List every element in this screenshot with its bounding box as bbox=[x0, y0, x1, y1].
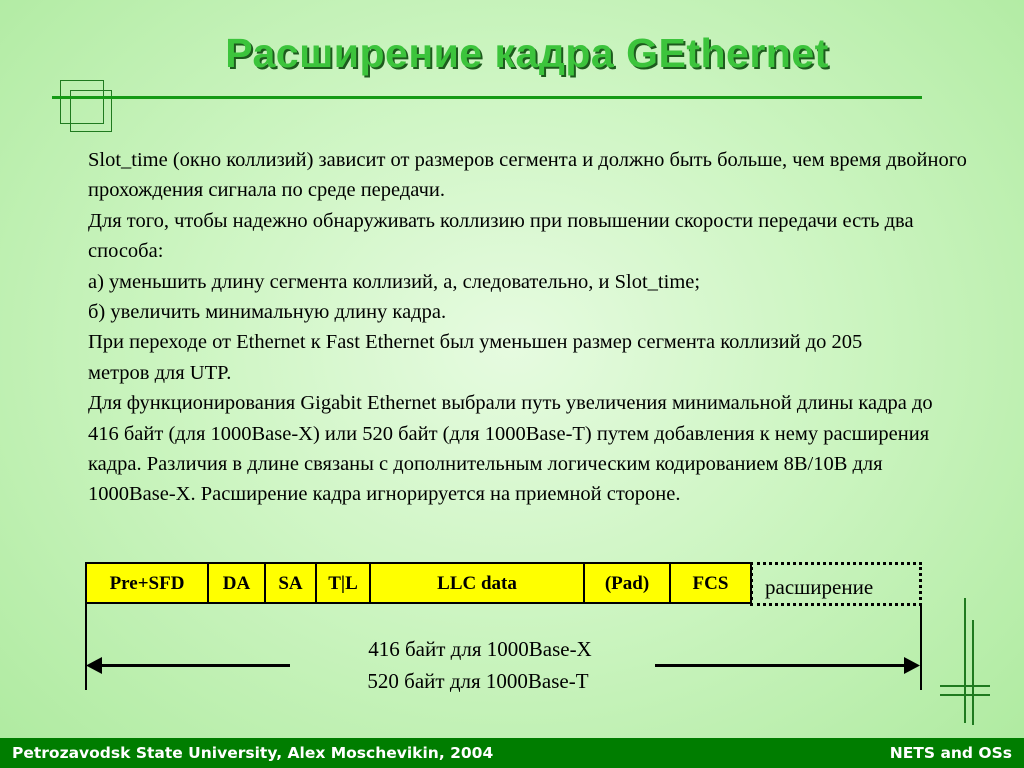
frame-fields-table bbox=[85, 562, 752, 604]
field-pre-sfd: Pre+SFD bbox=[87, 564, 209, 602]
length-arrow-left bbox=[95, 664, 290, 667]
field-type-length: T|L bbox=[317, 564, 371, 602]
arrowhead-right-icon bbox=[904, 657, 920, 674]
field-sa: SA bbox=[266, 564, 317, 602]
footer-author: Petrozavodsk State University, Alex Moschevikin, 2004 bbox=[12, 744, 494, 762]
decorative-line bbox=[940, 694, 990, 696]
paragraph: Для того, чтобы надежно обнаруживать коллизию при повышении скорости передачи есть два способа: bbox=[88, 209, 914, 263]
extension-field: расширение bbox=[750, 562, 922, 606]
field-pad: (Pad) bbox=[585, 564, 671, 602]
paragraph: При переходе от Ethernet к Fast Ethernet был уменьшен размер сегмента коллизий до 205 метров для UTP. bbox=[88, 331, 863, 384]
length-caption-x: 416 байт для 1000Base-X bbox=[368, 637, 592, 661]
decorative-line bbox=[964, 598, 966, 723]
field-da: DA bbox=[209, 564, 266, 602]
title-underline bbox=[52, 96, 922, 99]
field-fcs: FCS bbox=[692, 573, 729, 594]
footer-bar bbox=[0, 738, 1024, 768]
field-llc-data: LLC data bbox=[371, 564, 585, 602]
decorative-line bbox=[940, 685, 990, 687]
paragraph: а) уменьшить длину сегмента коллизий, а, следовательно, и Slot_time; bbox=[88, 270, 701, 293]
decorative-line bbox=[972, 620, 974, 725]
paragraph: Для функционирования Gigabit Ethernet выбрали путь увеличения минимальной длины кадра до 416 байт (для 1000Base-X) или 520 байт (для 1000Base-T) путем добавления к нему расширения кадра. Различия в длине связаны с дополнительным логическим кодированием 8B/10B для 1000Base-X. Расширение кадра игнорируется на приемной стороне. bbox=[88, 392, 933, 506]
slide-body bbox=[88, 145, 988, 510]
footer-course: NETS and OSs bbox=[889, 744, 1012, 762]
arrowhead-left-icon bbox=[86, 657, 102, 674]
length-caption-t: 520 байт для 1000Base-T bbox=[367, 669, 589, 693]
paragraph: б) увеличить минимальную длину кадра. bbox=[88, 301, 447, 324]
length-arrow-right bbox=[655, 664, 910, 667]
slide-title: Расширение кадра GEthernet bbox=[225, 30, 829, 76]
paragraph: Slot_time (окно коллизий) зависит от размеров сегмента и должно быть больше, чем время двойного прохождения сигнала по среде передачи. bbox=[88, 149, 967, 202]
left-bracket-line bbox=[85, 604, 87, 690]
right-bracket-line bbox=[920, 604, 922, 690]
